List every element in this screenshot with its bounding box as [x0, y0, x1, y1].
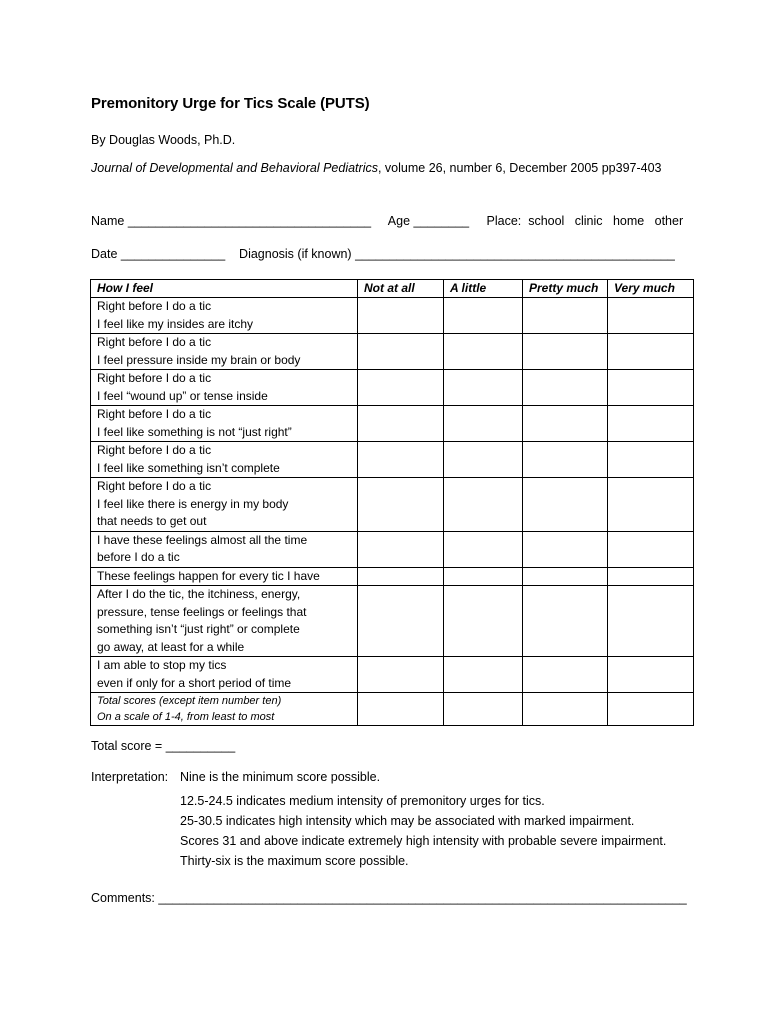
total-score-line: Total score = __________ — [91, 739, 236, 753]
rating-cell-not-at-all[interactable] — [358, 442, 444, 478]
rating-cell-very-much[interactable] — [608, 657, 694, 693]
item-text: Right before I do a tic I feel pressure inside my brain or body — [91, 334, 358, 370]
rating-cell-very-much[interactable] — [608, 567, 694, 586]
rating-cell-a-little[interactable] — [444, 586, 523, 657]
rating-cell-not-at-all[interactable] — [358, 586, 444, 657]
puts-rating-table — [90, 279, 694, 726]
table-row — [91, 478, 694, 532]
form-title: Premonitory Urge for Tics Scale (PUTS) — [91, 95, 370, 112]
item-text: I have these feelings almost all the time before I do a tic — [91, 531, 358, 567]
interpretation-line: Scores 31 and above indicate extremely high intensity with probable severe impairment. — [180, 834, 667, 848]
rating-cell-a-little[interactable] — [444, 567, 523, 586]
rating-cell-a-little[interactable] — [444, 531, 523, 567]
table-row — [91, 370, 694, 406]
rating-cell-pretty-much[interactable] — [523, 406, 608, 442]
interpretation-line: Thirty-six is the maximum score possible. — [180, 854, 409, 868]
item-text: Right before I do a tic I feel “wound up” or tense inside — [91, 370, 358, 406]
item-text: Right before I do a tic I feel like my insides are itchy — [91, 298, 358, 334]
name-age-place-line: Name ___________________________________ Age ________ Place: school clinic home other — [91, 214, 684, 228]
column-header-a-little: A little — [444, 280, 523, 298]
rating-cell-a-little[interactable] — [444, 693, 523, 726]
rating-cell-not-at-all[interactable] — [358, 406, 444, 442]
journal-details: , volume 26, number 6, December 2005 pp397-403 — [377, 161, 662, 175]
interpretation-line: 12.5-24.5 indicates medium intensity of premonitory urges for tics. — [180, 794, 545, 808]
rating-cell-a-little[interactable] — [444, 442, 523, 478]
rating-cell-not-at-all[interactable] — [358, 334, 444, 370]
table-row — [91, 442, 694, 478]
column-header-pretty-much: Pretty much — [523, 280, 608, 298]
item-text: Right before I do a tic I feel like something isn’t complete — [91, 442, 358, 478]
rating-cell-pretty-much[interactable] — [523, 567, 608, 586]
table-row — [91, 586, 694, 657]
journal-citation — [91, 161, 662, 175]
rating-cell-pretty-much[interactable] — [523, 442, 608, 478]
item-text: Total scores (except item number ten) On a scale of 1-4, from least to most — [91, 693, 358, 726]
rating-cell-pretty-much[interactable] — [523, 370, 608, 406]
interpretation-line: 25-30.5 indicates high intensity which may be associated with marked impairment. — [180, 814, 635, 828]
author-line: By Douglas Woods, Ph.D. — [91, 133, 236, 147]
item-text: I am able to stop my tics even if only for a short period of time — [91, 657, 358, 693]
rating-cell-not-at-all[interactable] — [358, 693, 444, 726]
item-text: These feelings happen for every tic I have — [91, 567, 358, 586]
table-row — [91, 298, 694, 334]
rating-cell-not-at-all[interactable] — [358, 478, 444, 532]
rating-cell-a-little[interactable] — [444, 298, 523, 334]
table-row — [91, 567, 694, 586]
table-row — [91, 406, 694, 442]
rating-cell-pretty-much[interactable] — [523, 693, 608, 726]
rating-cell-very-much[interactable] — [608, 693, 694, 726]
interpretation-list — [180, 791, 666, 871]
item-text: Right before I do a tic I feel like something is not “just right” — [91, 406, 358, 442]
rating-cell-very-much[interactable] — [608, 586, 694, 657]
rating-cell-very-much[interactable] — [608, 442, 694, 478]
rating-cell-pretty-much[interactable] — [523, 531, 608, 567]
rating-cell-pretty-much[interactable] — [523, 334, 608, 370]
rating-cell-very-much[interactable] — [608, 531, 694, 567]
rating-cell-not-at-all[interactable] — [358, 370, 444, 406]
journal-name: Journal of Developmental and Behavioral Pediatrics — [91, 161, 378, 175]
rating-cell-pretty-much[interactable] — [523, 298, 608, 334]
rating-cell-pretty-much[interactable] — [523, 586, 608, 657]
rating-cell-a-little[interactable] — [444, 478, 523, 532]
date-diagnosis-line: Date _______________ Diagnosis (if known) ______________________________________________ — [91, 247, 675, 261]
rating-cell-pretty-much[interactable] — [523, 478, 608, 532]
table-header-row — [91, 280, 694, 298]
rating-cell-a-little[interactable] — [444, 370, 523, 406]
rating-cell-very-much[interactable] — [608, 334, 694, 370]
interpretation-first-line: Nine is the minimum score possible. — [180, 770, 381, 784]
table-row — [91, 657, 694, 693]
rating-cell-pretty-much[interactable] — [523, 657, 608, 693]
rating-cell-very-much[interactable] — [608, 478, 694, 532]
rating-cell-a-little[interactable] — [444, 334, 523, 370]
rating-cell-not-at-all[interactable] — [358, 298, 444, 334]
table-row — [91, 693, 694, 726]
column-header-not-at-all: Not at all — [358, 280, 444, 298]
interpretation-label: Interpretation: — [91, 770, 169, 784]
rating-cell-very-much[interactable] — [608, 406, 694, 442]
rating-cell-very-much[interactable] — [608, 298, 694, 334]
rating-cell-a-little[interactable] — [444, 406, 523, 442]
rating-cell-not-at-all[interactable] — [358, 531, 444, 567]
item-text: Right before I do a tic I feel like there is energy in my body that needs to get out — [91, 478, 358, 532]
rating-cell-a-little[interactable] — [444, 657, 523, 693]
rating-cell-not-at-all[interactable] — [358, 567, 444, 586]
column-header-how-i-feel: How I feel — [91, 280, 358, 298]
table-row — [91, 531, 694, 567]
rating-cell-very-much[interactable] — [608, 370, 694, 406]
rating-cell-not-at-all[interactable] — [358, 657, 444, 693]
column-header-very-much: Very much — [608, 280, 694, 298]
table-row — [91, 334, 694, 370]
comments-line: Comments: ____________________________________________________________________________ — [91, 891, 687, 905]
item-text: After I do the tic, the itchiness, energy, pressure, tense feelings or feelings that something isn’t “just right” or complete go away, at least for a while — [91, 586, 358, 657]
